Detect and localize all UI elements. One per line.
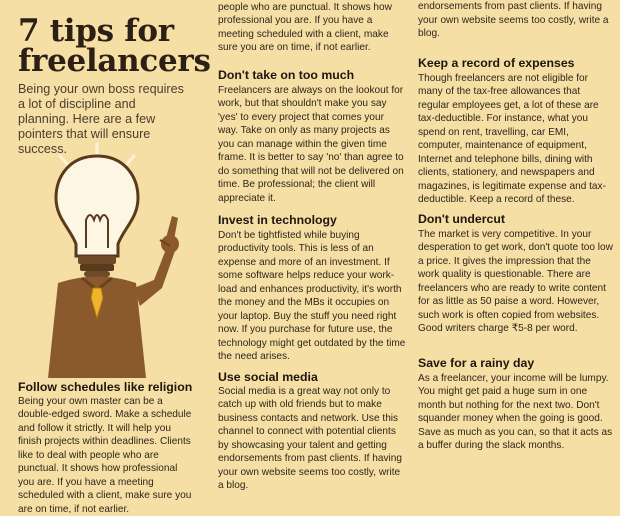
article-title: 7 tips for freelancers — [18, 13, 211, 79]
tip-body-expenses: Though freelancers are not eligible for many of the tax-free allowances that regular employees get, a lot of these are tax-deductible. For instance, what you spend on rent, travelling, car EMI, computer, maintenance of equipment, Internet and telephone bills, dining with clients, stationery, and newspapers and magazines, is legitimate expense and tax-deductible. Keep a record of these. — [418, 73, 606, 206]
tip-body-social-part1 — [218, 385, 406, 492]
tip-heading-schedules: Follow schedules like religion — [18, 380, 193, 394]
tip-body-social: Social media is a great way not only to catch up with old friends but to make business contacts and network. Use this channel to connect with potential clients by showcasing your talent and getting endorsements from past clients. If having your own website seems too costly, write a blog. — [218, 386, 403, 492]
tip-body-rainy-day: As a freelancer, your income will be lumpy. You might get paid a huge sum in one month but nothing for the next two. Don't squander money when the going is good. Save as much as you can, so that it acts as a buffer during the slack months. — [418, 373, 613, 452]
tip-body-schedules: Being your own master can be a double-edged sword. Make a schedule and follow it strictly. It will help you finish projects within deadlines. Clients like to deal with people who are punctual. It shows how professional you are. If you have a meeting scheduled with a client, make sure you are on time, if not earlier. — [18, 396, 192, 515]
tip-body-social-continued: endorsements from past clients. If having your own website seems too costly, write a blog. — [418, 1, 609, 40]
article-intro: Being your own boss requires a lot of discipline and planning. Here are a few pointers that will ensure success. — [18, 82, 184, 156]
tip-heading-undercut: Don't undercut — [418, 212, 505, 226]
tip-heading-too-much: Don't take on too much — [218, 68, 355, 82]
tip-body-schedules-part1 — [18, 395, 196, 515]
tip-body-too-much: Freelancers are always on the lookout for work, but that shouldn't make you say 'yes' to every project that comes your way. Take on only as many projects as you can manage within the given time frame. It is better to say 'no' than agree to do something that will not be delivered on time. Be professional; the client will appreciate it. — [218, 85, 404, 204]
tip-heading-rainy-day: Save for a rainy day — [418, 356, 535, 370]
tip-body-technology: Don't be tightfisted while buying productivity tools. This is less of an expense and more of an investment. If some software helps reduce your work-load and enhances productivity, it's worth the money and the MBs it occupies on your laptop. Buy the stuff you need right now. If you purchase for future use, the technology might get outdated by the time the need arises. — [218, 230, 406, 363]
tip-heading-expenses: Keep a record of expenses — [418, 56, 575, 70]
lightbulb-head-man-icon — [42, 148, 192, 378]
tip-body-undercut: The market is very competitive. In your desperation to get work, don't quote too low a price. It gives the impression that the work quality is questionable. There are freelancers who are ready to write content for as little as 50 paise a word. However, such work is often copied from websites. Good writers charge ₹5-8 per word. — [418, 229, 613, 335]
tip-heading-social: Use social media — [218, 370, 318, 384]
tip-heading-technology: Invest in technology — [218, 213, 337, 227]
tip-body-schedules-continued: people who are punctual. It shows how professional you are. If you have a meeting scheduled with a client, make sure you are on time, if not earlier. — [218, 1, 392, 54]
